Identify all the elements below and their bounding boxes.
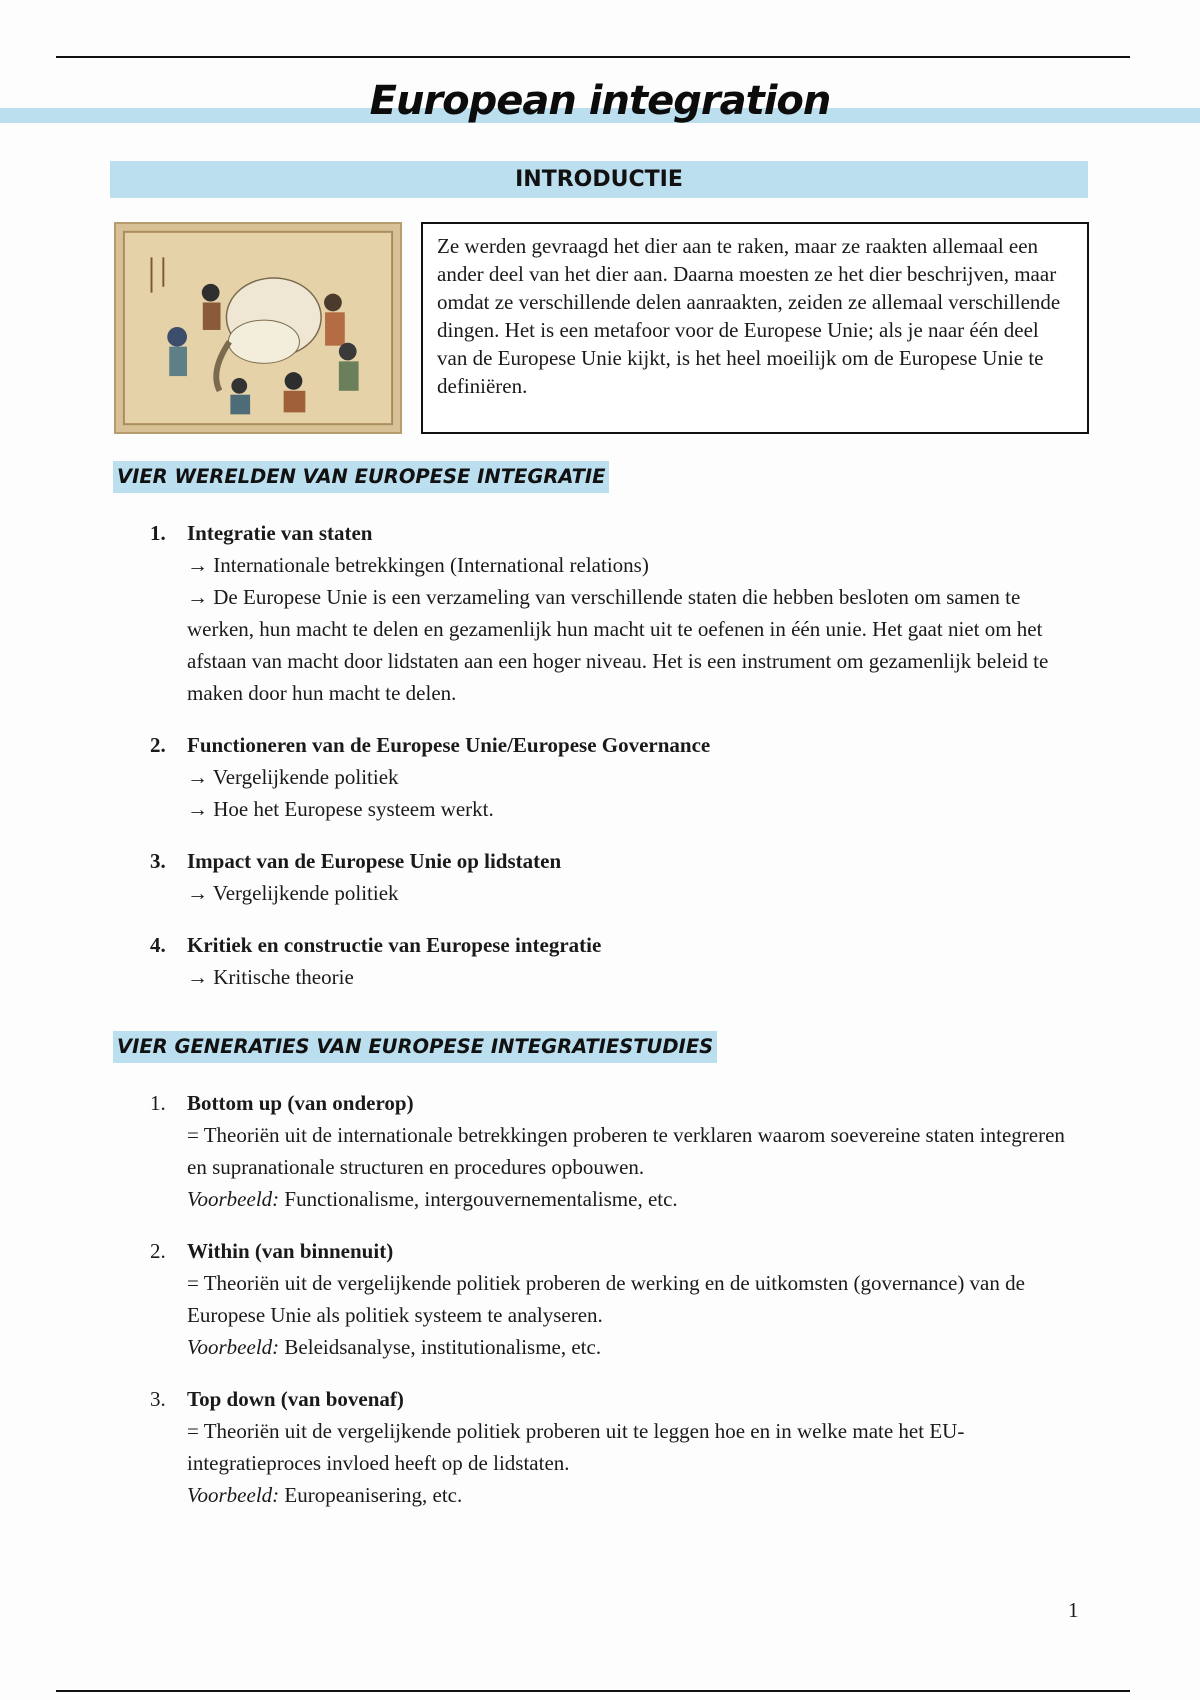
item-line: → Internationale betrekkingen (International relations) [187,553,649,577]
example-label: Voorbeeld: [187,1335,280,1359]
item-number: 2. [150,733,166,757]
section-heading-four-generations: VIER GENERATIES VAN EUROPESE INTEGRATIESTUDIES [113,1031,717,1063]
item-title: Integratie van staten [187,521,373,545]
four-generations-list [0,1087,1200,1511]
item-line: → Kritische theorie [187,965,354,989]
item-definition: = Theoriën uit de internationale betrekkingen proberen te verklaren waarom soevereine staten integreren en supranationale structuren en procedures opbouwen. [187,1123,1065,1179]
example-text: Europeanisering, etc. [279,1483,463,1507]
list-item [0,517,1200,709]
item-title: Kritiek en constructie van Europese integratie [187,933,602,957]
top-rule [56,56,1130,58]
item-title: Bottom up (van onderop) [187,1091,414,1115]
list-item [0,1235,1200,1363]
item-example [187,1479,1087,1511]
page-number: 1 [1068,1598,1079,1622]
item-line: → Vergelijkende politiek [187,881,399,905]
item-number: 4. [150,933,166,957]
list-item [0,1087,1200,1215]
item-title: Within (van binnenuit) [187,1239,394,1263]
item-number: 2. [150,1239,166,1263]
example-text: Beleidsanalyse, institutionalisme, etc. [279,1335,602,1359]
item-example [187,1331,1087,1363]
item-example [187,1183,1087,1215]
bottom-rule [56,1690,1130,1692]
example-label: Voorbeeld: [187,1187,280,1211]
item-definition: = Theoriën uit de vergelijkende politiek proberen uit te leggen hoe en in welke mate het EU-integratieproces invloed heeft op de lidstaten. [187,1419,965,1475]
item-number: 3. [150,849,166,873]
list-item [0,1383,1200,1511]
intro-heading: INTRODUCTIE [110,161,1088,198]
item-title: Top down (van bovenaf) [187,1387,404,1411]
item-number: 1. [150,1091,166,1115]
item-line: → Hoe het Europese systeem werkt. [187,797,494,821]
section-heading-four-worlds: VIER WERELDEN VAN EUROPESE INTEGRATIE [113,461,609,493]
list-item [0,929,1200,993]
item-number: 1. [150,521,166,545]
illustration-art [116,224,400,432]
item-title: Impact van de Europese Unie op lidstaten [187,849,562,873]
example-label: Voorbeeld: [187,1483,280,1507]
page-title: European integration [369,78,831,124]
item-definition: = Theoriën uit de vergelijkende politiek proberen de werking en de uitkomsten (governance) van de Europese Unie als politiek systeem te analyseren. [187,1271,1025,1327]
item-number: 3. [150,1387,166,1411]
list-item [0,729,1200,825]
example-text: Functionalisme, intergouvernementalisme, etc. [279,1187,678,1211]
four-worlds-list [0,517,1200,993]
list-item [0,845,1200,909]
item-title: Functioneren van de Europese Unie/Europese Governance [187,733,711,757]
item-line: → Vergelijkende politiek [187,765,399,789]
intro-text-box: Ze werden gevraagd het dier aan te raken, maar ze raakten allemaal een ander deel van het dier aan. Daarna moesten ze het dier beschrijven, maar omdat ze verschillende delen aanraakten, zeiden ze allemaal verschillende dingen. Het is een metafoor voor de Europese Unie; als je naar één deel van de Europese Unie kijkt, is het heel moeilijk om de Europese Unie te definiëren. [421,222,1089,434]
blind-men-elephant-image [114,222,402,434]
item-line: → De Europese Unie is een verzameling van verschillende staten die hebben besloten om samen te werken, hun macht te delen en gezamenlijk hun macht uit te oefenen in één unie. Het gaat niet om het afstaan van macht door lidstaten aan een hoger niveau. Het is een instrument om gezamenlijk beleid te maken door hun macht te delen. [187,585,1049,705]
